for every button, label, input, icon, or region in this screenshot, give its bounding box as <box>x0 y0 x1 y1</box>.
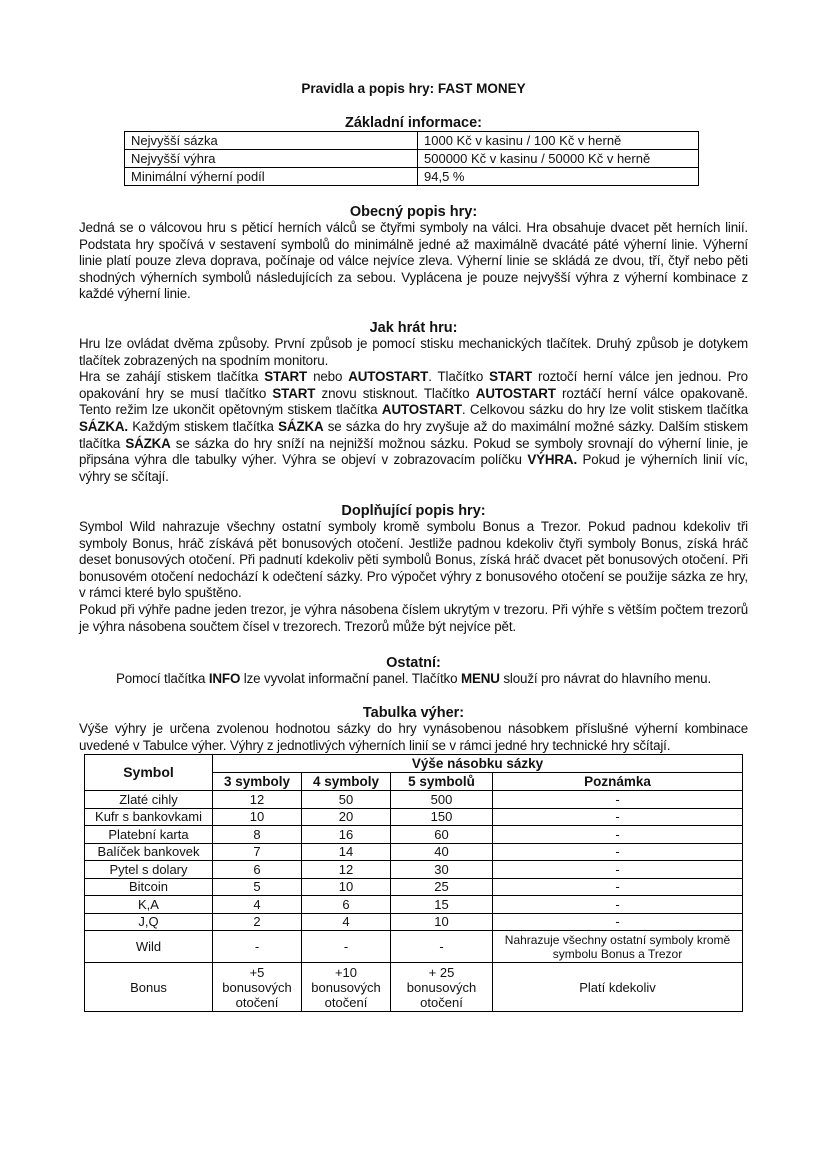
note-cell: Nahrazuje všechny ostatní symboly kromě symbolu Bonus a Trezor <box>493 931 743 963</box>
three-symbols-cell: +5 bonusových otočení <box>213 963 302 1012</box>
note-cell: - <box>493 826 743 844</box>
four-symbols-cell: 12 <box>302 861 391 879</box>
note-cell: - <box>493 791 743 809</box>
header-4-symbols: 4 symboly <box>302 773 391 791</box>
four-symbols-cell: 50 <box>302 791 391 809</box>
info-value: 94,5 % <box>418 168 699 186</box>
general-heading: Obecný popis hry: <box>349 204 478 220</box>
howto-section <box>79 320 748 485</box>
table-row <box>85 808 743 826</box>
table-row <box>125 132 699 150</box>
four-symbols-cell: 6 <box>302 896 391 914</box>
extra-heading: Doplňující popis hry: <box>341 503 486 519</box>
four-symbols-cell: 4 <box>302 913 391 931</box>
three-symbols-cell: 12 <box>213 791 302 809</box>
five-symbols-cell: 15 <box>391 896 493 914</box>
info-value: 500000 Kč v kasinu / 50000 Kč v herně <box>418 150 699 168</box>
howto-text-2: Hra se zahájí stiskem tlačítka START nebo AUTOSTART. Tlačítko START roztočí herní válce jen jednou. Pro opakování hry se musí tlačítko START znovu stisknout. Tlačítko AUTOSTART roztáčí herní válce opakovaně. Tento režim lze ukončit opětovným stiskem tlačítka AUTOSTART. Celkovou sázku do hry lze volit stiskem tlačítka SÁZKA. Každým stiskem tlačítka SÁZKA se sázka do hry zvyšuje až do maximální možné sázky. Dalším stiskem tlačítka SÁZKA se sázka do hry sníží na nejnižší možnou sázku. Pokud se symboly srovnají do výherní linie, je připsána výhra dle tabulky výher. Výhra se objeví v zobrazovacím políčku VÝHRA. Pokud je výherních linií víc, výhry se sčítají. <box>79 369 748 484</box>
note-cell: - <box>493 808 743 826</box>
four-symbols-cell: 14 <box>302 843 391 861</box>
header-3-symbols: 3 symboly <box>213 773 302 791</box>
three-symbols-cell: 7 <box>213 843 302 861</box>
table-row <box>85 791 743 809</box>
header-multiplier-group: Výše násobku sázky <box>213 755 743 773</box>
document-title: Pravidla a popis hry: FAST MONEY <box>301 81 526 96</box>
table-row <box>85 843 743 861</box>
table-row <box>85 861 743 879</box>
symbol-cell: Pytel s dolary <box>85 861 213 879</box>
symbol-cell: Kufr s bankovkami <box>85 808 213 826</box>
five-symbols-cell: + 25 bonusových otočení <box>391 963 493 1012</box>
four-symbols-cell: 20 <box>302 808 391 826</box>
howto-text-1: Hru lze ovládat dvěma způsoby. První způsob je pomocí stisku mechanických tlačítek. Druhý způsob je dotykem tlačítek zobrazených na spodním monitoru. <box>79 336 748 368</box>
five-symbols-cell: - <box>391 931 493 963</box>
other-heading: Ostatní: <box>386 655 441 671</box>
info-label: Nejvyšší výhra <box>125 150 418 168</box>
extra-text-1: Symbol Wild nahrazuje všechny ostatní symboly kromě symbolu Bonus a Trezor. Pokud padnou kdekoliv tři symboly Bonus, hráč získává pět bonusových otočení. Jestliže padnou kdekoliv čtyři symboly Bonus, získá hráč deset bonusových otočení. Při padnutí kdekoliv pěti symbolů Bonus, získá hráč dvacet pět bonusových otočení. Při bonusovém otočení nedochází k odečtení sázky. Pro výpočet výhry z bonusového otočení se použije sázka ze hry, v rámci které bylo spuštěno. <box>79 519 748 601</box>
howto-heading: Jak hrát hru: <box>369 320 458 336</box>
five-symbols-cell: 40 <box>391 843 493 861</box>
symbol-cell: Bitcoin <box>85 878 213 896</box>
note-cell: - <box>493 896 743 914</box>
table-row <box>85 878 743 896</box>
five-symbols-cell: 30 <box>391 861 493 879</box>
three-symbols-cell: 2 <box>213 913 302 931</box>
header-5-symbols: 5 symbolů <box>391 773 493 791</box>
four-symbols-cell: 10 <box>302 878 391 896</box>
paytable <box>84 754 743 1012</box>
header-symbol: Symbol <box>85 755 213 791</box>
note-cell: - <box>493 878 743 896</box>
five-symbols-cell: 500 <box>391 791 493 809</box>
other-section <box>79 655 748 688</box>
general-text: Jedná se o válcovou hru s pěticí herních válců se čtyřmi symboly na válci. Hra obsahuje dvacet pět herních linií. Podstata hry spočívá v sestavení symbolů do minimálně jedné až maximálně dvacáté páté výherní linie. Výherní linie platí pouze zleva doprava, počínaje od válce nejvíce zleva. Výherní linie se skládá ze dvou, tří, čtyř nebo pěti shodných výherních symbolů následujících za sebou. Vyplácena je pouze nejvyšší výhra z výherní kombinace z každé výherní linie. <box>79 220 748 302</box>
symbol-cell: Bonus <box>85 963 213 1012</box>
three-symbols-cell: 8 <box>213 826 302 844</box>
other-text: Pomocí tlačítka INFO lze vyvolat informační panel. Tlačítko MENU slouží pro návrat do hlavního menu. <box>115 671 712 686</box>
four-symbols-cell: +10 bonusových otočení <box>302 963 391 1012</box>
note-cell: Platí kdekoliv <box>493 963 743 1012</box>
symbol-cell: Zlaté cihly <box>85 791 213 809</box>
three-symbols-cell: 4 <box>213 896 302 914</box>
table-row <box>85 913 743 931</box>
basic-info-heading: Základní informace: <box>345 115 482 131</box>
table-row <box>125 150 699 168</box>
table-row <box>85 963 743 1012</box>
symbol-cell: J,Q <box>85 913 213 931</box>
three-symbols-cell: 6 <box>213 861 302 879</box>
five-symbols-cell: 10 <box>391 913 493 931</box>
five-symbols-cell: 150 <box>391 808 493 826</box>
five-symbols-cell: 25 <box>391 878 493 896</box>
table-row <box>85 896 743 914</box>
symbol-cell: Wild <box>85 931 213 963</box>
general-section <box>79 204 748 303</box>
extra-text-2: Pokud při výhře padne jeden trezor, je výhra násobena číslem ukrytým v trezoru. Při výhře s větším počtem trezorů je výhra násobena součtem čísel v trezorech. Trezorů může být nejvíce pět. <box>79 601 748 634</box>
four-symbols-cell: 16 <box>302 826 391 844</box>
extra-section <box>79 503 748 635</box>
info-value: 1000 Kč v kasinu / 100 Kč v herně <box>418 132 699 150</box>
paytable-header-row <box>85 755 743 773</box>
three-symbols-cell: 10 <box>213 808 302 826</box>
paytable-section <box>79 705 748 754</box>
table-row <box>85 931 743 963</box>
note-cell: - <box>493 913 743 931</box>
paytable-heading: Tabulka výher: <box>362 705 465 721</box>
table-row <box>85 826 743 844</box>
info-label: Minimální výherní podíl <box>125 168 418 186</box>
paytable-body <box>85 791 743 1012</box>
five-symbols-cell: 60 <box>391 826 493 844</box>
symbol-cell: Platební karta <box>85 826 213 844</box>
header-note: Poznámka <box>493 773 743 791</box>
three-symbols-cell: 5 <box>213 878 302 896</box>
note-cell: - <box>493 843 743 861</box>
info-label: Nejvyšší sázka <box>125 132 418 150</box>
note-cell: - <box>493 861 743 879</box>
three-symbols-cell: - <box>213 931 302 963</box>
paytable-intro: Výše výhry je určena zvolenou hodnotou sázky do hry vynásobenou násobkem příslušné výherní kombinace uvedené v Tabulce výher. Výhry z jednotlivých výherních linií se v rámci jedné hry technické hry sčítají. <box>79 721 748 753</box>
basic-info-table <box>124 131 699 186</box>
symbol-cell: Balíček bankovek <box>85 843 213 861</box>
four-symbols-cell: - <box>302 931 391 963</box>
table-row <box>125 168 699 186</box>
symbol-cell: K,A <box>85 896 213 914</box>
